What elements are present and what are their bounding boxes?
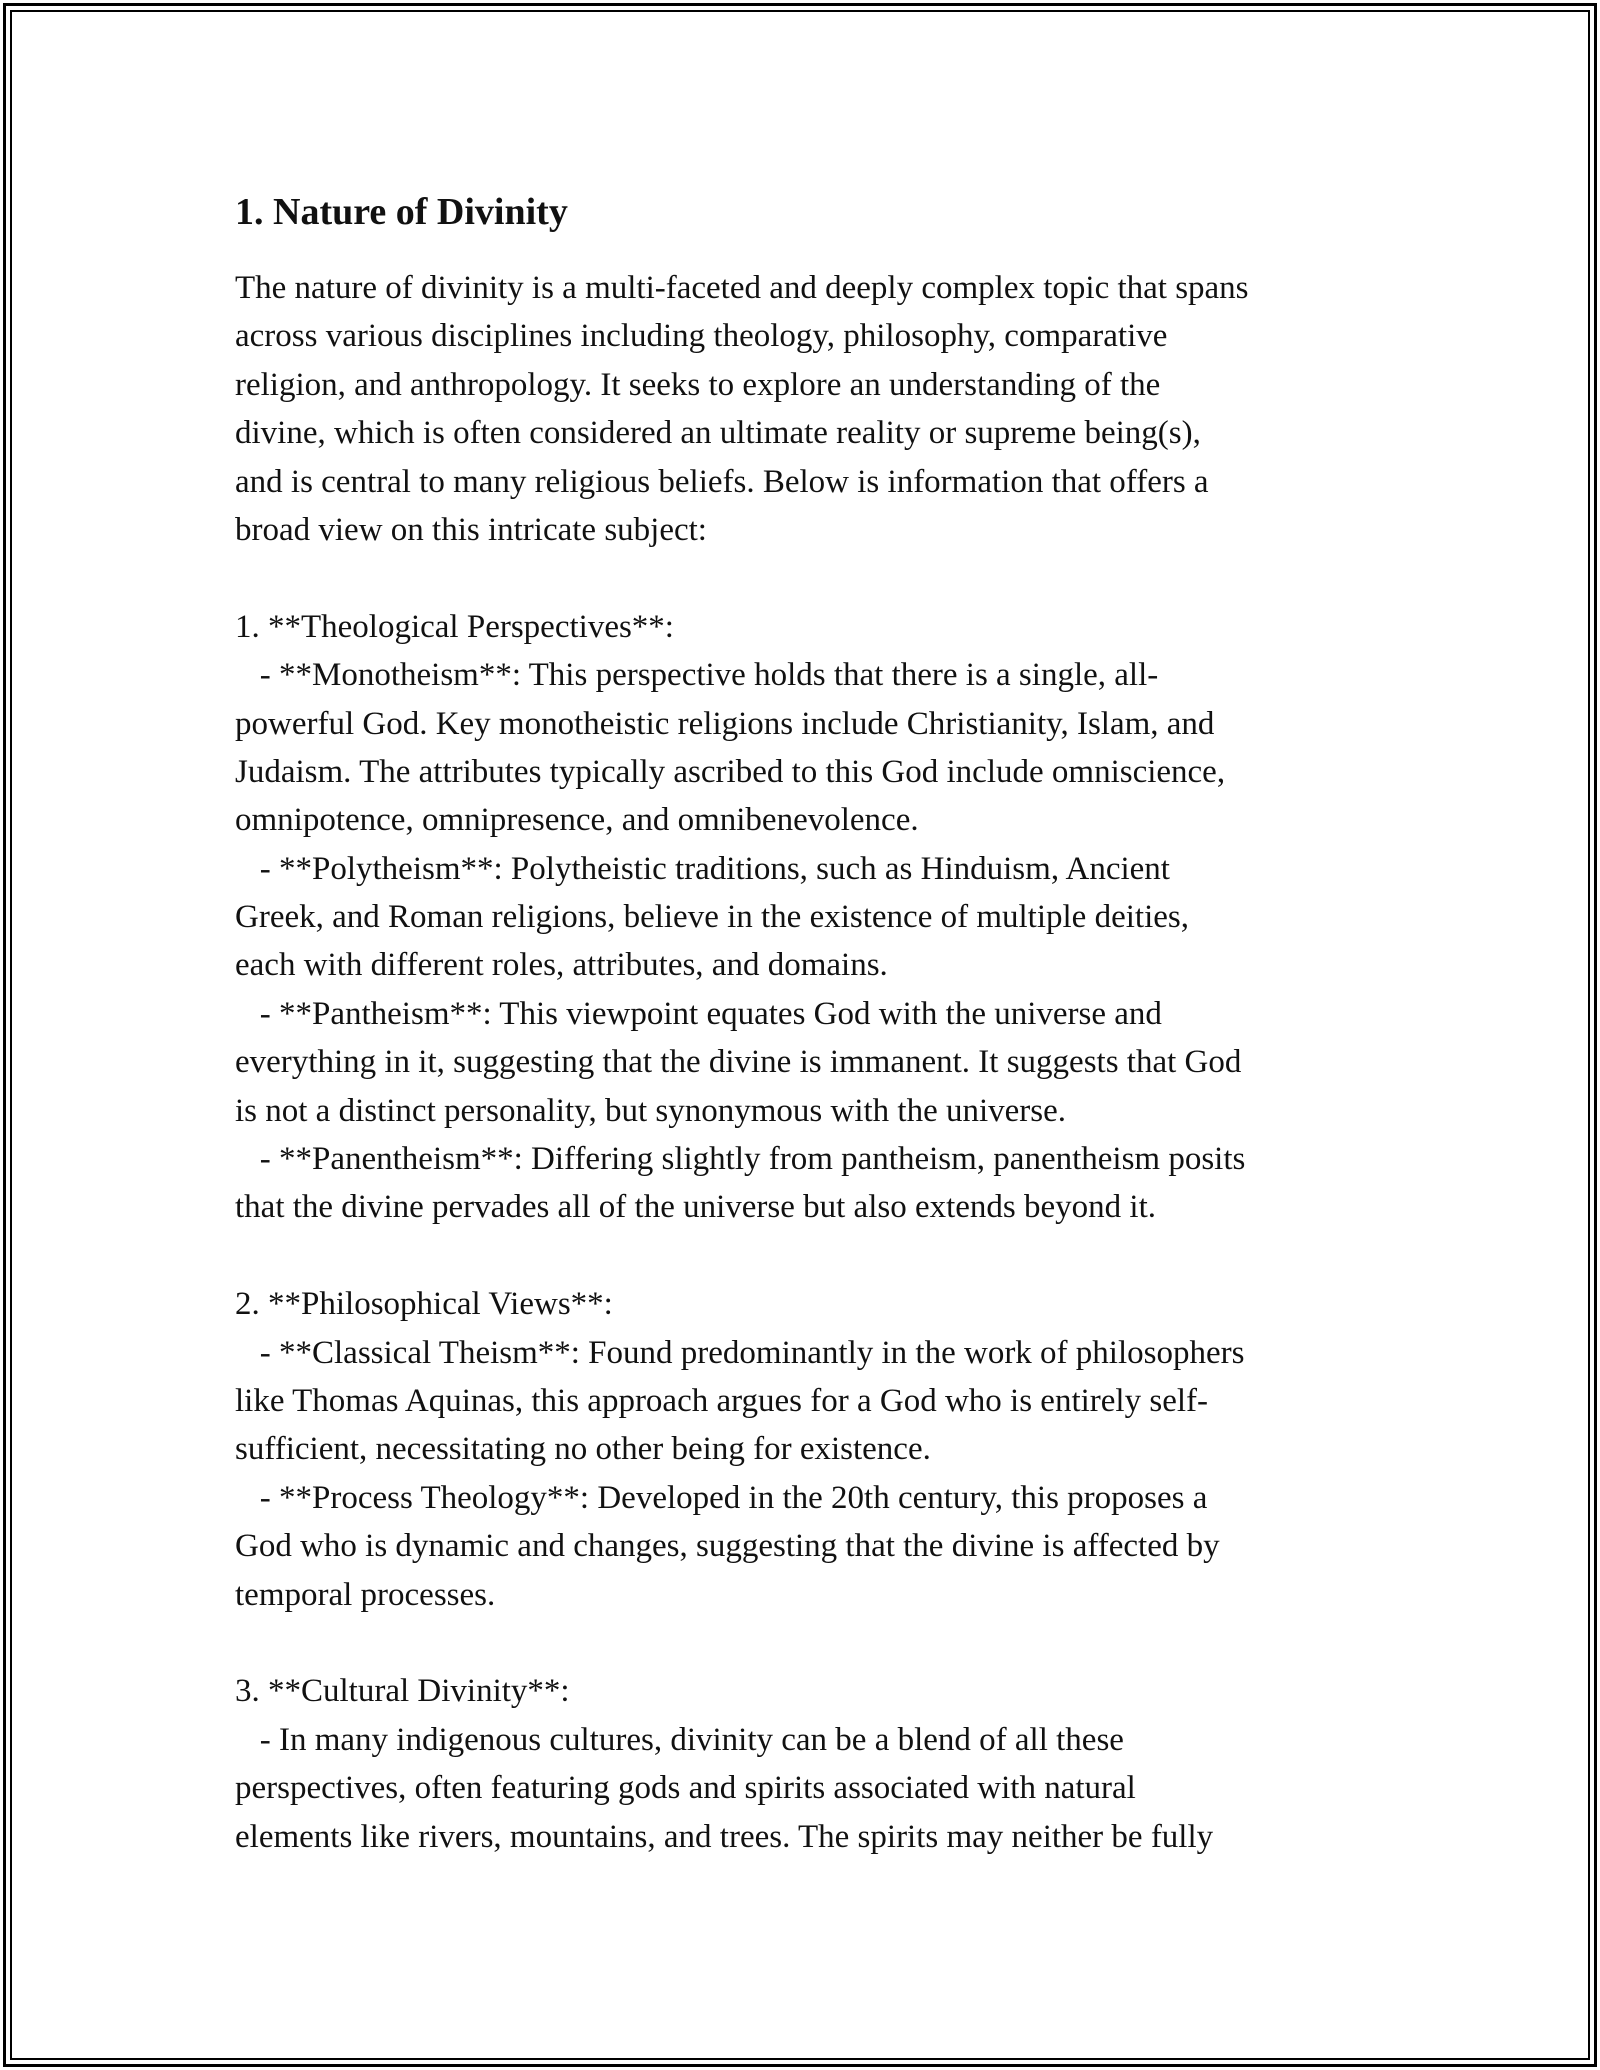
text-line: broad view on this intricate subject:	[235, 511, 707, 548]
text-line: perspectives, often featuring gods and spirits associated with natural	[235, 1770, 1136, 1807]
text-line: God who is dynamic and changes, suggesting that the divine is affected by	[235, 1528, 1220, 1565]
blank-line	[235, 1232, 1370, 1280]
text-line: temporal processes.	[235, 1576, 496, 1613]
blank-line	[235, 554, 1370, 602]
list-item-line: - **Panentheism**: Differing slightly from pantheism, panentheism posits	[235, 1141, 1246, 1178]
list-heading: 1. **Theological Perspectives**:	[235, 608, 674, 645]
text-line: Greek, and Roman religions, believe in the existence of multiple deities,	[235, 899, 1189, 936]
list-item-line: - **Classical Theism**: Found predominantly in the work of philosophers	[235, 1334, 1245, 1371]
text-line: everything in it, suggesting that the divine is immanent. It suggests that God	[235, 1044, 1242, 1081]
section-text	[235, 264, 1370, 1861]
text-line: omnipotence, omnipresence, and omnibenevolence.	[235, 802, 919, 839]
list-heading: 2. **Philosophical Views**:	[235, 1286, 613, 1323]
text-line: across various disciplines including theology, philosophy, comparative	[235, 318, 1168, 355]
list-item-line: - In many indigenous cultures, divinity can be a blend of all these	[235, 1721, 1124, 1758]
list-item-line: - **Polytheism**: Polytheistic traditions, such as Hinduism, Ancient	[235, 850, 1170, 887]
text-line: each with different roles, attributes, and domains.	[235, 947, 888, 984]
text-line: Judaism. The attributes typically ascribed to this God include omniscience,	[235, 753, 1226, 790]
text-line: is not a distinct personality, but synonymous with the universe.	[235, 1092, 1067, 1129]
text-line: powerful God. Key monotheistic religions include Christianity, Islam, and	[235, 705, 1215, 742]
blank-line	[235, 1619, 1370, 1667]
text-line: that the divine pervades all of the universe but also extends beyond it.	[235, 1189, 1157, 1226]
text-line: divine, which is often considered an ultimate reality or supreme being(s),	[235, 415, 1201, 452]
list-item-line: - **Monotheism**: This perspective holds that there is a single, all-	[235, 657, 1159, 694]
text-line: and is central to many religious beliefs. Below is information that offers a	[235, 463, 1209, 500]
text-line: sufficient, necessitating no other being for existence.	[235, 1431, 931, 1468]
document-body	[235, 186, 1370, 1861]
text-line: religion, and anthropology. It seeks to explore an understanding of the	[235, 366, 1161, 403]
text-line: like Thomas Aquinas, this approach argues for a God who is entirely self-	[235, 1382, 1208, 1419]
list-heading: 3. **Cultural Divinity**:	[235, 1673, 570, 1710]
text-line: elements like rivers, mountains, and trees. The spirits may neither be fully	[235, 1818, 1214, 1855]
list-item-line: - **Process Theology**: Developed in the 20th century, this proposes a	[235, 1479, 1208, 1516]
section-heading: 1. Nature of Divinity	[235, 191, 568, 233]
list-item-line: - **Pantheism**: This viewpoint equates God with the universe and	[235, 995, 1162, 1032]
text-line: The nature of divinity is a multi-faceted and deeply complex topic that spans	[235, 270, 1249, 306]
